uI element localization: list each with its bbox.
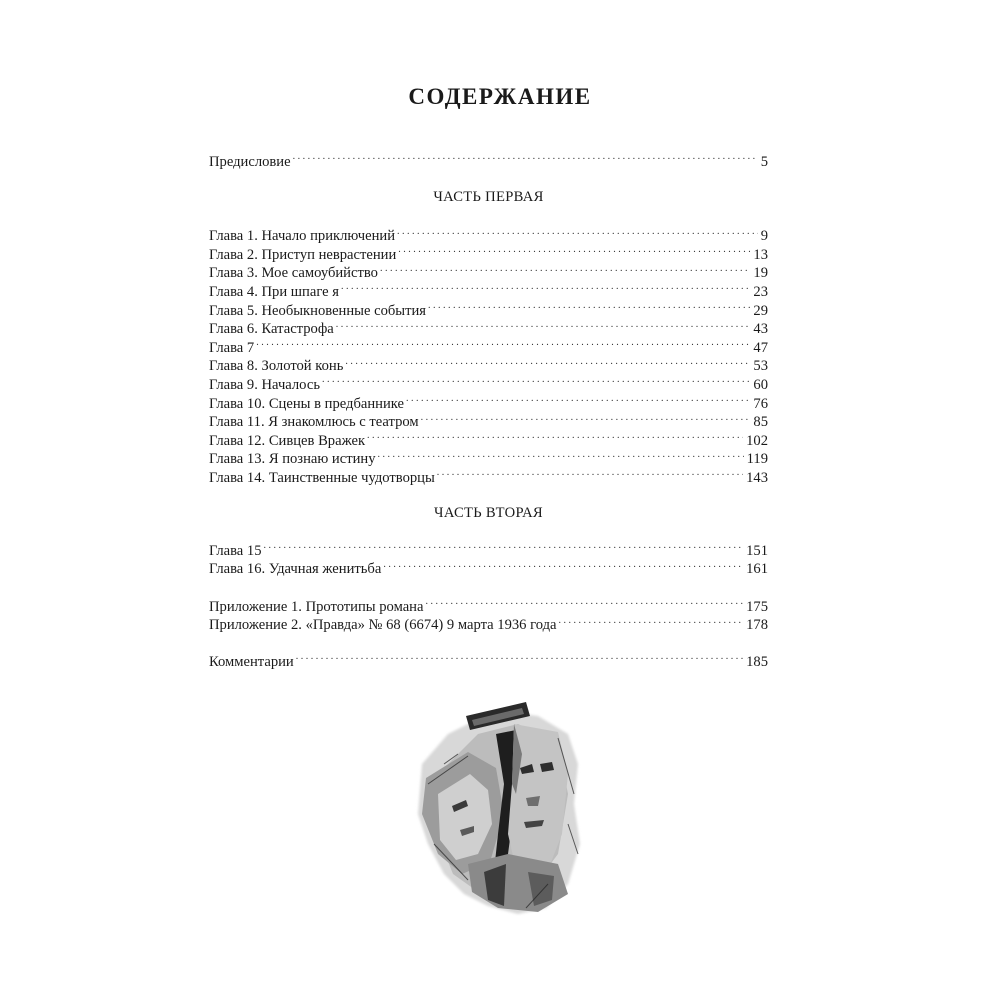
toc-entry-page: 60: [753, 376, 768, 393]
toc-entry-page: 85: [753, 414, 768, 431]
toc-entry[interactable]: [209, 555, 768, 578]
dot-leader: [397, 222, 758, 241]
part-two-heading: ЧАСТЬ ВТОРАЯ: [434, 504, 543, 521]
dot-leader: [256, 333, 750, 352]
toc-entry-page: 5: [760, 153, 768, 170]
table-of-contents: [209, 147, 768, 670]
toc-entry-label: Глава 5. Необыкновенные события: [209, 302, 426, 319]
dot-leader: [425, 592, 743, 611]
toc-entry-label: Глава 8. Золотой конь: [209, 358, 344, 375]
part-one-list: [209, 222, 768, 486]
toc-entry-label: Приложение 1. Прототипы романа: [209, 598, 424, 615]
toc-entry-label: Глава 14. Таинственные чудотворцы: [209, 469, 435, 486]
toc-entry-page: 161: [746, 561, 768, 578]
dot-leader: [341, 277, 750, 296]
toc-entry[interactable]: [209, 333, 768, 356]
toc-entry-page: 13: [753, 246, 768, 263]
toc-entry-label: Глава 1. Начало приключений: [209, 228, 396, 245]
dot-leader: [293, 147, 758, 166]
toc-entry-page: 151: [746, 542, 768, 559]
appendix-list: [209, 592, 768, 634]
toc-entry-label: Глава 12. Сивцев Вражек: [209, 432, 366, 449]
toc-entry[interactable]: [209, 352, 768, 375]
toc-entry-page: 76: [753, 395, 768, 412]
toc-entry-page: 29: [753, 302, 768, 319]
toc-entry-page: 178: [746, 617, 768, 634]
dot-leader: [421, 408, 751, 427]
toc-entry-label: Глава 4. При шпаге я: [209, 283, 339, 300]
page-title: СОДЕРЖАНИЕ: [408, 84, 592, 109]
toc-entry-page: 102: [746, 432, 768, 449]
toc-entry-label: Глава 6. Катастрофа: [209, 321, 334, 338]
part-one-heading: ЧАСТЬ ПЕРВАЯ: [433, 188, 544, 205]
dot-leader: [437, 463, 743, 482]
dot-leader: [398, 240, 750, 259]
toc-entry-label: Глава 2. Приступ неврастении: [209, 246, 397, 263]
dot-leader: [336, 315, 751, 334]
toc-entry[interactable]: [209, 536, 768, 559]
toc-entry-page: 47: [753, 339, 768, 356]
toc-entry-label: Глава 9. Началось: [209, 376, 320, 393]
dot-leader: [345, 352, 750, 371]
toc-entry-page: 23: [753, 283, 768, 300]
toc-entry-label: Глава 11. Я знакомлюсь с театром: [209, 414, 419, 431]
dot-leader: [378, 445, 744, 464]
dot-leader: [559, 611, 744, 630]
dot-leader: [406, 389, 750, 408]
dot-leader: [380, 259, 750, 278]
toc-entry-appendix[interactable]: [209, 592, 768, 615]
dot-leader: [264, 536, 744, 555]
toc-entry-page: 143: [746, 469, 768, 486]
toc-entry-label: Приложение 2. «Правда» № 68 (6674) 9 марта 1936 года: [209, 617, 557, 634]
toc-entry-preface[interactable]: [209, 147, 768, 170]
dot-leader: [322, 370, 750, 389]
toc-entry-label: Глава 15: [209, 542, 262, 559]
toc-entry-page: 9: [760, 228, 768, 245]
part-two-list: [209, 536, 768, 578]
toc-entry[interactable]: [209, 222, 768, 245]
dot-leader: [383, 555, 743, 574]
dot-leader: [296, 647, 743, 666]
toc-entry-page: 53: [753, 358, 768, 375]
toc-entry-label: Комментарии: [209, 653, 294, 670]
toc-entry-label: Глава 16. Удачная женитьба: [209, 561, 382, 578]
toc-entry-comments[interactable]: [209, 647, 768, 670]
toc-entry-page: 175: [746, 598, 768, 615]
toc-entry-label: Глава 10. Сцены в предбаннике: [209, 395, 404, 412]
toc-entry-page: 19: [753, 265, 768, 282]
dot-leader: [428, 296, 750, 315]
torn-portrait-collage-illustration: [408, 694, 590, 916]
toc-entry-page: 119: [746, 451, 768, 468]
toc-entry-label: Глава 3. Мое самоубийство: [209, 265, 378, 282]
toc-entry-page: 43: [753, 321, 768, 338]
toc-entry-label: Глава 13. Я познаю истину: [209, 451, 376, 468]
toc-entry-label: Предисловие: [209, 153, 291, 170]
toc-entry-label: Глава 7: [209, 339, 255, 356]
toc-entry-page: 185: [746, 653, 768, 670]
dot-leader: [367, 426, 743, 445]
